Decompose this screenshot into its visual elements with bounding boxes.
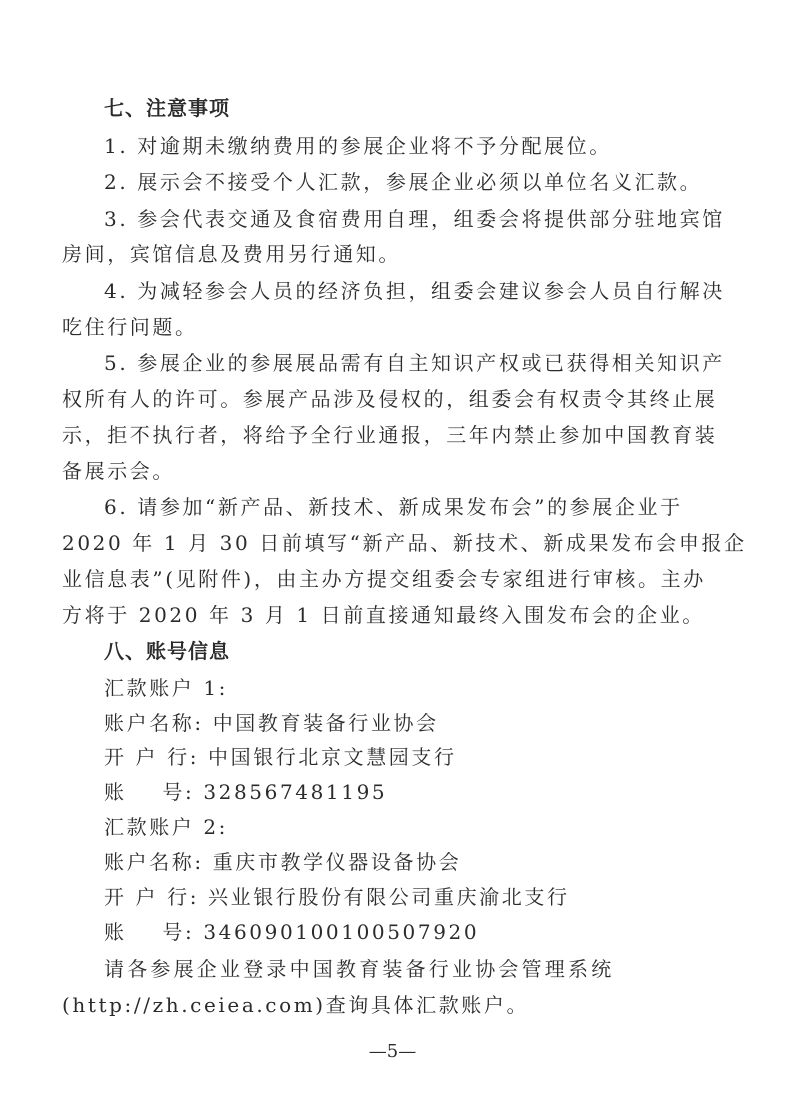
page-number: —5— [368,1041,417,1062]
notice-item-6-line-2: 2020 年 1 月 30 日前填写“新产品、新技术、新成果发布会申报企 [62,531,747,555]
notice-item-5-line-3: 示，拒不执行者，将给予全行业通报，三年内禁止参加中国教育装 [62,423,718,447]
section-7-heading: 七、注意事项 [104,96,230,120]
notice-item-5-line-2: 权所有人的许可。参展产品涉及侵权的，组委会有权责令其终止展 [62,387,718,411]
notice-item-5-line-4: 备展示会。 [62,459,175,483]
account-note-line-2: (http://zh.ceiea.com)查询具体汇款账户。 [62,993,530,1017]
notice-item-6-line-3: 业信息表”(见附件)，由主办方提交组委会专家组进行审核。主办 [62,567,706,591]
section-8-heading: 八、账号信息 [104,639,230,663]
account-1-bank: 开 户 行: 中国银行北京文慧园支行 [104,745,457,769]
account-1-name: 账户名称: 中国教育装备行业协会 [104,711,439,735]
notice-item-4-line-1: 4. 为减轻参会人员的经济负担，组委会建议参会人员自行解决 [104,279,725,303]
account-note-line-1: 请各参展企业登录中国教育装备行业协会管理系统 [104,957,615,981]
account-2-title: 汇款账户 2: [104,815,229,839]
account-2-bank: 开 户 行: 兴业银行股份有限公司重庆渝北支行 [104,885,570,909]
account-2-number: 账 号: 346090100100507920 [104,920,480,944]
notice-item-6-line-1: 6. 请参加“新产品、新技术、新成果发布会”的参展企业于 [104,495,683,519]
notice-item-3-line-1: 3. 参会代表交通及食宿费用自理，组委会将提供部分驻地宾馆 [104,207,725,231]
account-1-title: 汇款账户 1: [104,676,229,700]
notice-item-6-line-4: 方将于 2020 年 3 月 1 日前直接通知最终入围发布会的企业。 [62,603,705,627]
notice-item-3-line-2: 房间，宾馆信息及费用另行通知。 [62,242,401,266]
account-1-number: 账 号: 328567481195 [104,780,388,804]
notice-item-2-line-1: 2. 展示会不接受个人汇款，参展企业必须以单位名义汇款。 [104,170,703,194]
account-2-name: 账户名称: 重庆市教学仪器设备协会 [104,850,462,874]
notice-item-4-line-2: 吃住行问题。 [62,315,198,339]
notice-item-1-line-1: 1. 对逾期未缴纳费用的参展企业将不予分配展位。 [104,134,612,158]
notice-item-5-line-1: 5. 参展企业的参展展品需有自主知识产权或已获得相关知识产 [104,351,725,375]
